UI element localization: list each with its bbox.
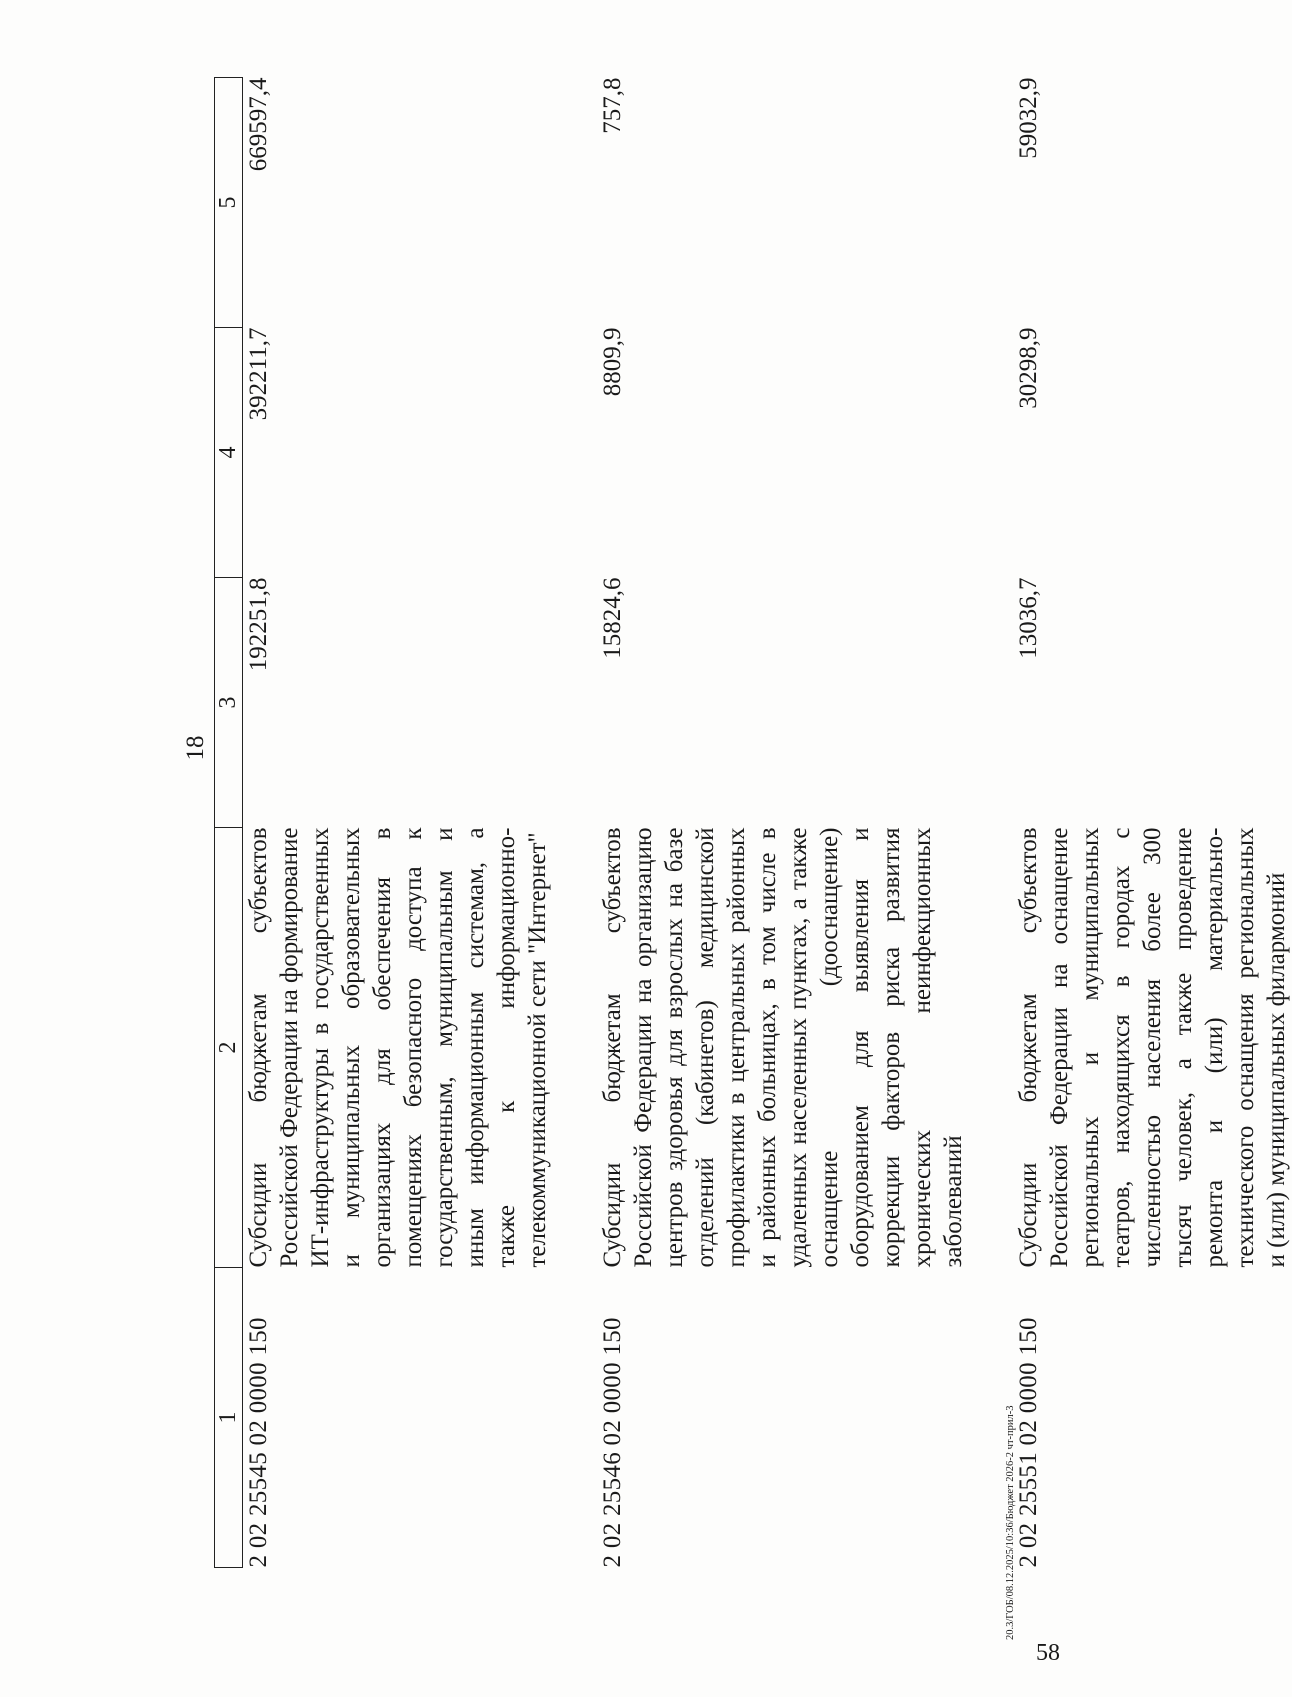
row-description: Субсидии бюджетам субъектов Российской Федерации на оснащение региональных и муниципальных театров, находящихся в городах с численностью населения более 300 тысяч человек, а также проведение ремонта и (или) материально-технического оснащения региональных и (или) муниципальных филармоний: [1015, 827, 1290, 1268]
value-col-3: 13036,7: [1015, 577, 1042, 659]
value-col-4: 392211,7: [245, 327, 272, 421]
rotated-page-content: [182, 77, 1290, 1568]
value-col-5: 59032,9: [1015, 77, 1042, 159]
table-row: [1013, 78, 1292, 1568]
table-header-row: [215, 78, 243, 1568]
budget-code: 2 02 25545 02 0000 150: [245, 1317, 272, 1568]
page-number: 18: [182, 735, 209, 761]
value-col-4: 30298,9: [1015, 327, 1042, 409]
document-footer-code: 20.3/ГОБ/08.12.2025/10:36/Бюджет 2026-2 чт-прил-3: [1005, 1405, 1016, 1640]
budget-code: 2 02 25546 02 0000 150: [599, 1317, 626, 1568]
sheet-number: 58: [1036, 1640, 1060, 1666]
value-col-5: 757,8: [599, 77, 626, 134]
table-row: [243, 78, 554, 1568]
column-header-1: 1: [215, 1268, 243, 1568]
value-col-3: 192251,8: [245, 577, 272, 672]
column-header-3: 3: [215, 578, 243, 828]
row-description: Субсидии бюджетам субъектов Российской Федерации на формирование ИТ-инфраструктуры в государственных и муниципальных образовательных организациях для обеспечения в помещениях безопасного доступа к государственным, муниципальным и иным информационным системам, а также к информационно-телекоммуникационной сети "Интернет": [245, 827, 551, 1268]
column-header-2: 2: [215, 828, 243, 1268]
value-col-5: 669597,4: [245, 77, 272, 172]
value-col-3: 15824,6: [599, 577, 626, 659]
value-col-4: 8809,9: [599, 327, 626, 397]
column-header-4: 4: [215, 328, 243, 578]
budget-table: [214, 77, 1292, 1568]
table-row: [597, 78, 969, 1568]
row-description: Субсидии бюджетам субъектов Российской Федерации на организацию центров здоровья для взрослых на базе отделений (кабинетов) медицинской профилактики в центральных районных и районных больницах, в том числе в удаленных населенных пунктах, а также оснащение (дооснащение) оборудованием для выявления и коррекции факторов риска развития хронических неинфекционных заболеваний: [599, 827, 967, 1268]
column-header-5: 5: [215, 78, 243, 328]
budget-code: 2 02 25551 02 0000 150: [1015, 1317, 1042, 1568]
